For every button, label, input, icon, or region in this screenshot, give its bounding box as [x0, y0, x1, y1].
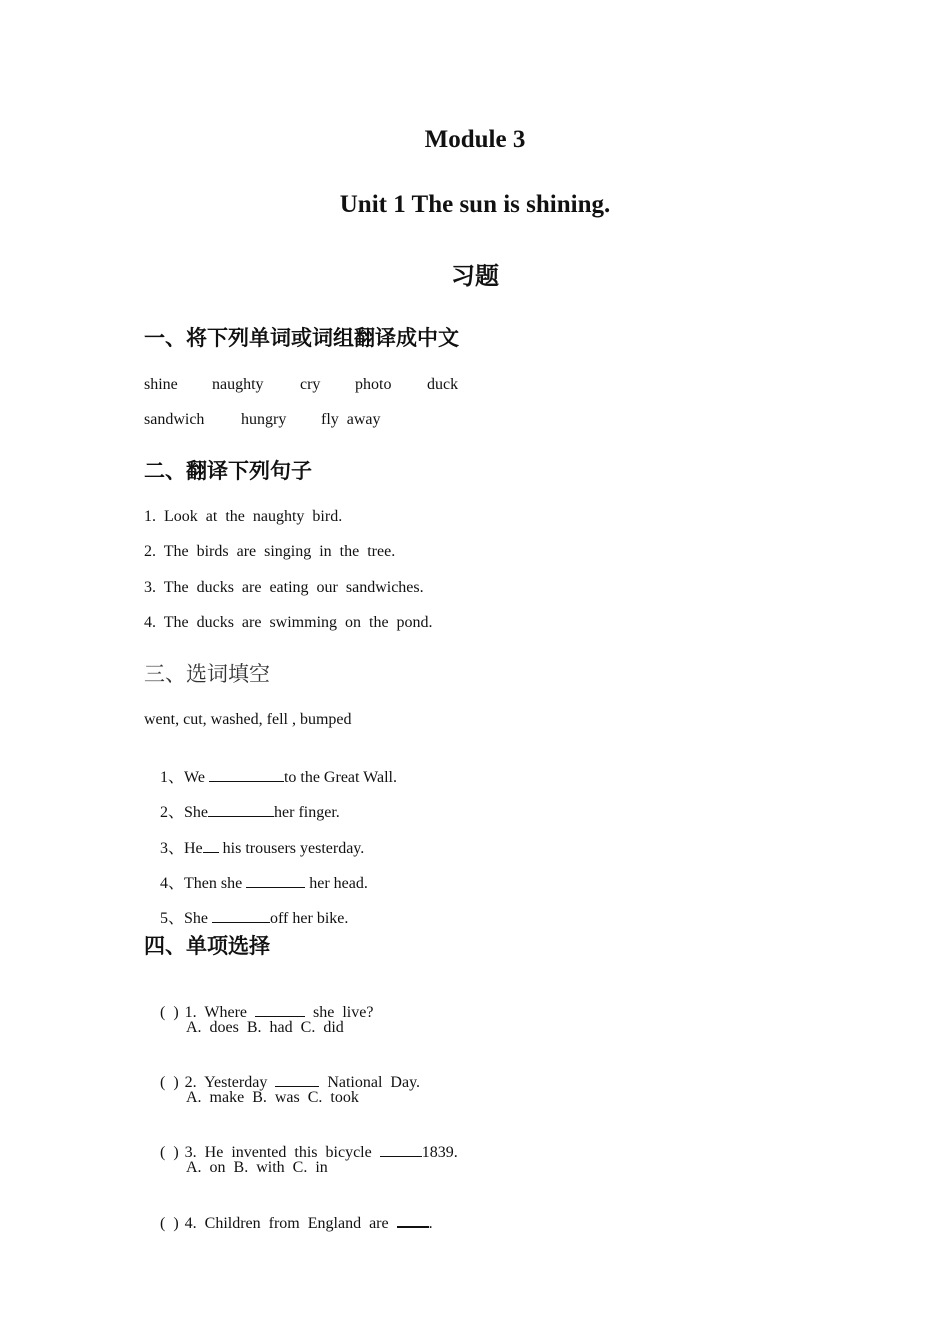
exercise-title: 习题 [451, 262, 499, 290]
answer-blank [380, 1142, 422, 1157]
vocab-word: hungry [241, 411, 287, 428]
answer-paren[interactable]: ( ) [160, 1215, 179, 1232]
item-prefix: 1、We [160, 769, 209, 786]
sentence-item: 2. The birds are singing in the tree. [144, 543, 396, 560]
answer-paren[interactable]: ( ) [160, 1004, 179, 1021]
unit-title: Unit 1 The sun is shining. [339, 191, 611, 218]
mc-question [144, 1194, 433, 1251]
word-bank: went, cut, washed, fell , bumped [144, 711, 352, 728]
section2-heading: 二、翻译下列句子 [144, 459, 312, 483]
vocab-word: photo [355, 376, 392, 393]
section4-heading: 四、单项选择 [144, 934, 270, 958]
mc-options: A. make B. was C. took [186, 1089, 359, 1106]
sentence-item: 3. The ducks are eating our sandwiches. [144, 579, 424, 596]
question-text: 1839. [421, 1144, 458, 1161]
item-prefix: 5、She [160, 910, 213, 927]
section1-heading: 一、将下列单词或词组翻译成中文 [144, 326, 459, 350]
question-text: . [428, 1215, 433, 1232]
item-suffix: his trousers yesterday. [218, 840, 365, 857]
section3-heading: 三、选词填空 [144, 662, 270, 686]
answer-blank [255, 1002, 305, 1017]
answer-blank [275, 1072, 319, 1087]
answer-blank[interactable] [208, 802, 274, 817]
question-text: she live? [313, 1004, 374, 1021]
item-prefix: 4、Then she [160, 875, 247, 892]
item-suffix: to the Great Wall. [283, 769, 397, 786]
module-title: Module 3 [424, 126, 526, 153]
answer-blank[interactable] [246, 873, 305, 888]
vocab-word: fly away [321, 411, 381, 428]
answer-blank[interactable] [209, 767, 284, 782]
item-suffix: her head. [305, 875, 368, 892]
item-suffix: her finger. [274, 804, 340, 821]
question-text: 3. He invented this bicycle [184, 1144, 372, 1161]
question-text: 1. Where [184, 1004, 247, 1021]
vocab-word: duck [427, 376, 459, 393]
question-text: 4. Children from England are [184, 1215, 389, 1232]
item-prefix: 3、He [160, 840, 203, 857]
question-text: 2. Yesterday [184, 1074, 268, 1091]
item-suffix: off her bike. [270, 910, 349, 927]
mc-options: A. on B. with C. in [186, 1159, 328, 1176]
item-prefix: 2、She [160, 804, 209, 821]
vocab-word: cry [300, 376, 321, 393]
answer-paren[interactable]: ( ) [160, 1144, 179, 1161]
answer-blank[interactable] [212, 908, 270, 923]
mc-options: A. does B. had C. did [186, 1019, 344, 1036]
sentence-item: 1. Look at the naughty bird. [144, 508, 343, 525]
vocab-word: shine [144, 376, 178, 393]
vocab-word: naughty [212, 376, 264, 393]
sentence-item: 4. The ducks are swimming on the pond. [144, 614, 433, 631]
question-text: National Day. [327, 1074, 421, 1091]
answer-blank[interactable] [203, 838, 219, 853]
answer-paren[interactable]: ( ) [160, 1074, 179, 1091]
vocab-word: sandwich [144, 411, 205, 428]
answer-blank [397, 1212, 429, 1228]
